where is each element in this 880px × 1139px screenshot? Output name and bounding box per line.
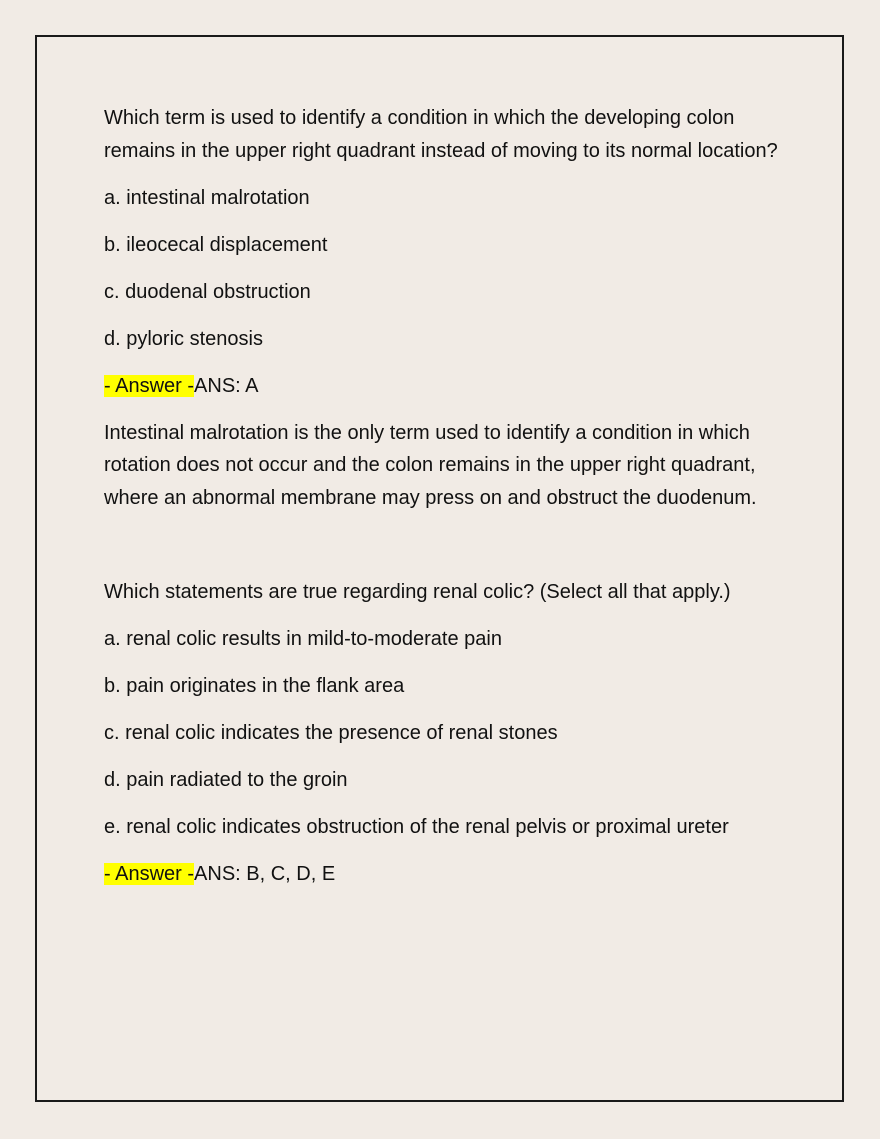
answer-highlight: - Answer - — [104, 862, 195, 885]
document-content — [104, 102, 794, 905]
answer-text: ANS: A — [194, 374, 259, 397]
option-d: d. pyloric stenosis — [104, 327, 263, 350]
option-d: d. pain radiated to the groin — [104, 768, 348, 791]
rationale-text: Intestinal malrotation is the only term used to identify a condition in which rotation does not occur and the colon remains in the upper right quadrant, where an abnormal membrane may press on and obstruct the duodenum. — [104, 421, 757, 509]
question-text: Which statements are true regarding renal colic? (Select all that apply.) — [104, 580, 731, 603]
answer-line — [104, 370, 794, 403]
option-a: a. renal colic results in mild-to-moderate pain — [104, 627, 502, 650]
option-b: b. ileocecal displacement — [104, 233, 328, 256]
option-e: e. renal colic indicates obstruction of the renal pelvis or proximal ureter — [104, 815, 729, 838]
option-c: c. renal colic indicates the presence of renal stones — [104, 721, 558, 744]
answer-highlight: - Answer - — [104, 374, 195, 397]
spacer — [104, 529, 794, 576]
question-block-1 — [104, 102, 794, 514]
question-text: Which term is used to identify a condition in which the developing colon remains in the upper right quadrant instead of moving to its normal location? — [104, 107, 778, 162]
answer-text: ANS: B, C, D, E — [194, 862, 336, 885]
option-b: b. pain originates in the flank area — [104, 674, 405, 697]
option-a: a. intestinal malrotation — [104, 186, 310, 209]
question-block-2 — [104, 576, 794, 891]
option-c: c. duodenal obstruction — [104, 280, 311, 303]
answer-line — [104, 858, 794, 891]
